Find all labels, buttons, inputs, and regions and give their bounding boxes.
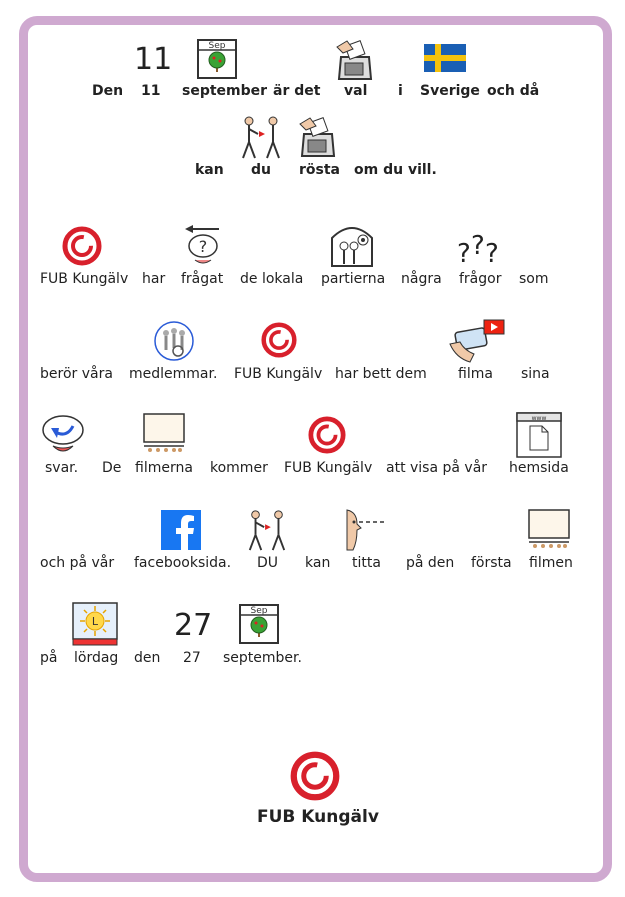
- word-forsta: första: [471, 555, 512, 571]
- word-pa: på: [40, 650, 58, 666]
- film-screen-icon-2: [527, 508, 571, 552]
- word-den-2: den: [134, 650, 161, 666]
- word-fragor: frågor: [459, 271, 502, 287]
- word-filmen: filmen: [529, 555, 573, 571]
- word-fub-kungalv: FUB Kungälv: [40, 271, 129, 287]
- word-fub-kungalv-3: FUB Kungälv: [284, 460, 373, 476]
- word-beror-vara: berör våra: [40, 366, 113, 382]
- word-du-caps: DU: [257, 555, 279, 571]
- two-people-icon-2: [244, 508, 290, 552]
- word-11: 11: [141, 83, 161, 99]
- word-som: som: [519, 271, 549, 287]
- word-kan-2: kan: [305, 555, 331, 571]
- fub-logo-icon-3: [308, 416, 346, 454]
- film-screen-icon: [142, 412, 186, 456]
- svg-text:www: www: [531, 415, 547, 422]
- answer-icon: [39, 412, 87, 456]
- question-past-icon: [181, 224, 223, 268]
- website-icon: [516, 412, 562, 458]
- word-den: Den: [92, 83, 124, 99]
- word-partierna: partierna: [321, 271, 386, 287]
- fub-logo-icon-2: [261, 322, 297, 358]
- word-och-da: och då: [487, 83, 540, 99]
- word-kan: kan: [195, 162, 224, 178]
- word-sverige: Sverige: [420, 83, 480, 99]
- word-lordag: lördag: [74, 650, 119, 666]
- word-medlemmar: medlemmar.: [129, 366, 218, 382]
- word-fub-kungalv-2: FUB Kungälv: [234, 366, 323, 382]
- members-icon: [153, 320, 195, 362]
- word-val: val: [344, 83, 368, 99]
- word-att-visa-pa-var: att visa på vår: [386, 460, 488, 476]
- word-kommer: kommer: [210, 460, 268, 476]
- word-om-du-vill: om du vill.: [354, 162, 437, 178]
- svg-text:?: ?: [457, 239, 471, 266]
- fub-logo-icon: [62, 226, 102, 266]
- two-people-icon: [238, 114, 284, 160]
- saturday-sun-icon: [72, 602, 118, 646]
- word-fragat: frågat: [181, 271, 224, 287]
- svg-text:Sep: Sep: [208, 41, 226, 51]
- word-i: i: [398, 83, 403, 99]
- word-september: september: [182, 83, 268, 99]
- svg-text:L: L: [91, 615, 99, 628]
- word-sina: sina: [521, 366, 550, 382]
- word-har-bett-dem: har bett dem: [335, 366, 427, 382]
- phone-video-icon: [448, 318, 506, 364]
- word-de-lokala: de lokala: [240, 271, 304, 287]
- fub-logo: [290, 751, 340, 801]
- word-nagra: några: [401, 271, 442, 287]
- word-de: De: [102, 460, 122, 476]
- svg-text:Sep: Sep: [250, 606, 268, 616]
- word-och-pa-var: och på vår: [40, 555, 115, 571]
- look-icon: [343, 508, 387, 552]
- date-number-11: 11: [134, 42, 173, 77]
- facebook-icon: [161, 510, 201, 550]
- word-facebooksida: facebooksida.: [134, 555, 232, 571]
- footer-org-name: FUB Kungälv: [257, 807, 379, 827]
- sweden-flag-icon: [424, 44, 466, 72]
- word-ar-det: är det: [273, 83, 321, 99]
- calendar-icon: [196, 36, 240, 80]
- ballot-box-icon: [333, 37, 377, 81]
- word-september-2: september.: [223, 650, 302, 666]
- word-pa-den: på den: [406, 555, 455, 571]
- word-du: du: [251, 162, 271, 178]
- parties-icon: [330, 224, 374, 268]
- word-svar: svar.: [45, 460, 79, 476]
- word-har: har: [142, 271, 166, 287]
- word-27: 27: [183, 650, 201, 666]
- svg-text:?: ?: [198, 237, 208, 256]
- ballot-box-icon-2: [296, 114, 340, 158]
- word-titta: titta: [352, 555, 381, 571]
- calendar-icon-2: [238, 601, 282, 645]
- questions-icon: [455, 226, 503, 266]
- word-rosta: rösta: [299, 162, 340, 178]
- word-hemsida: hemsida: [509, 460, 569, 476]
- date-number-27: 27: [174, 608, 213, 643]
- svg-text:?: ?: [485, 239, 499, 266]
- word-filma: filma: [458, 366, 493, 382]
- word-filmerna: filmerna: [135, 460, 193, 476]
- svg-text:?: ?: [471, 231, 485, 261]
